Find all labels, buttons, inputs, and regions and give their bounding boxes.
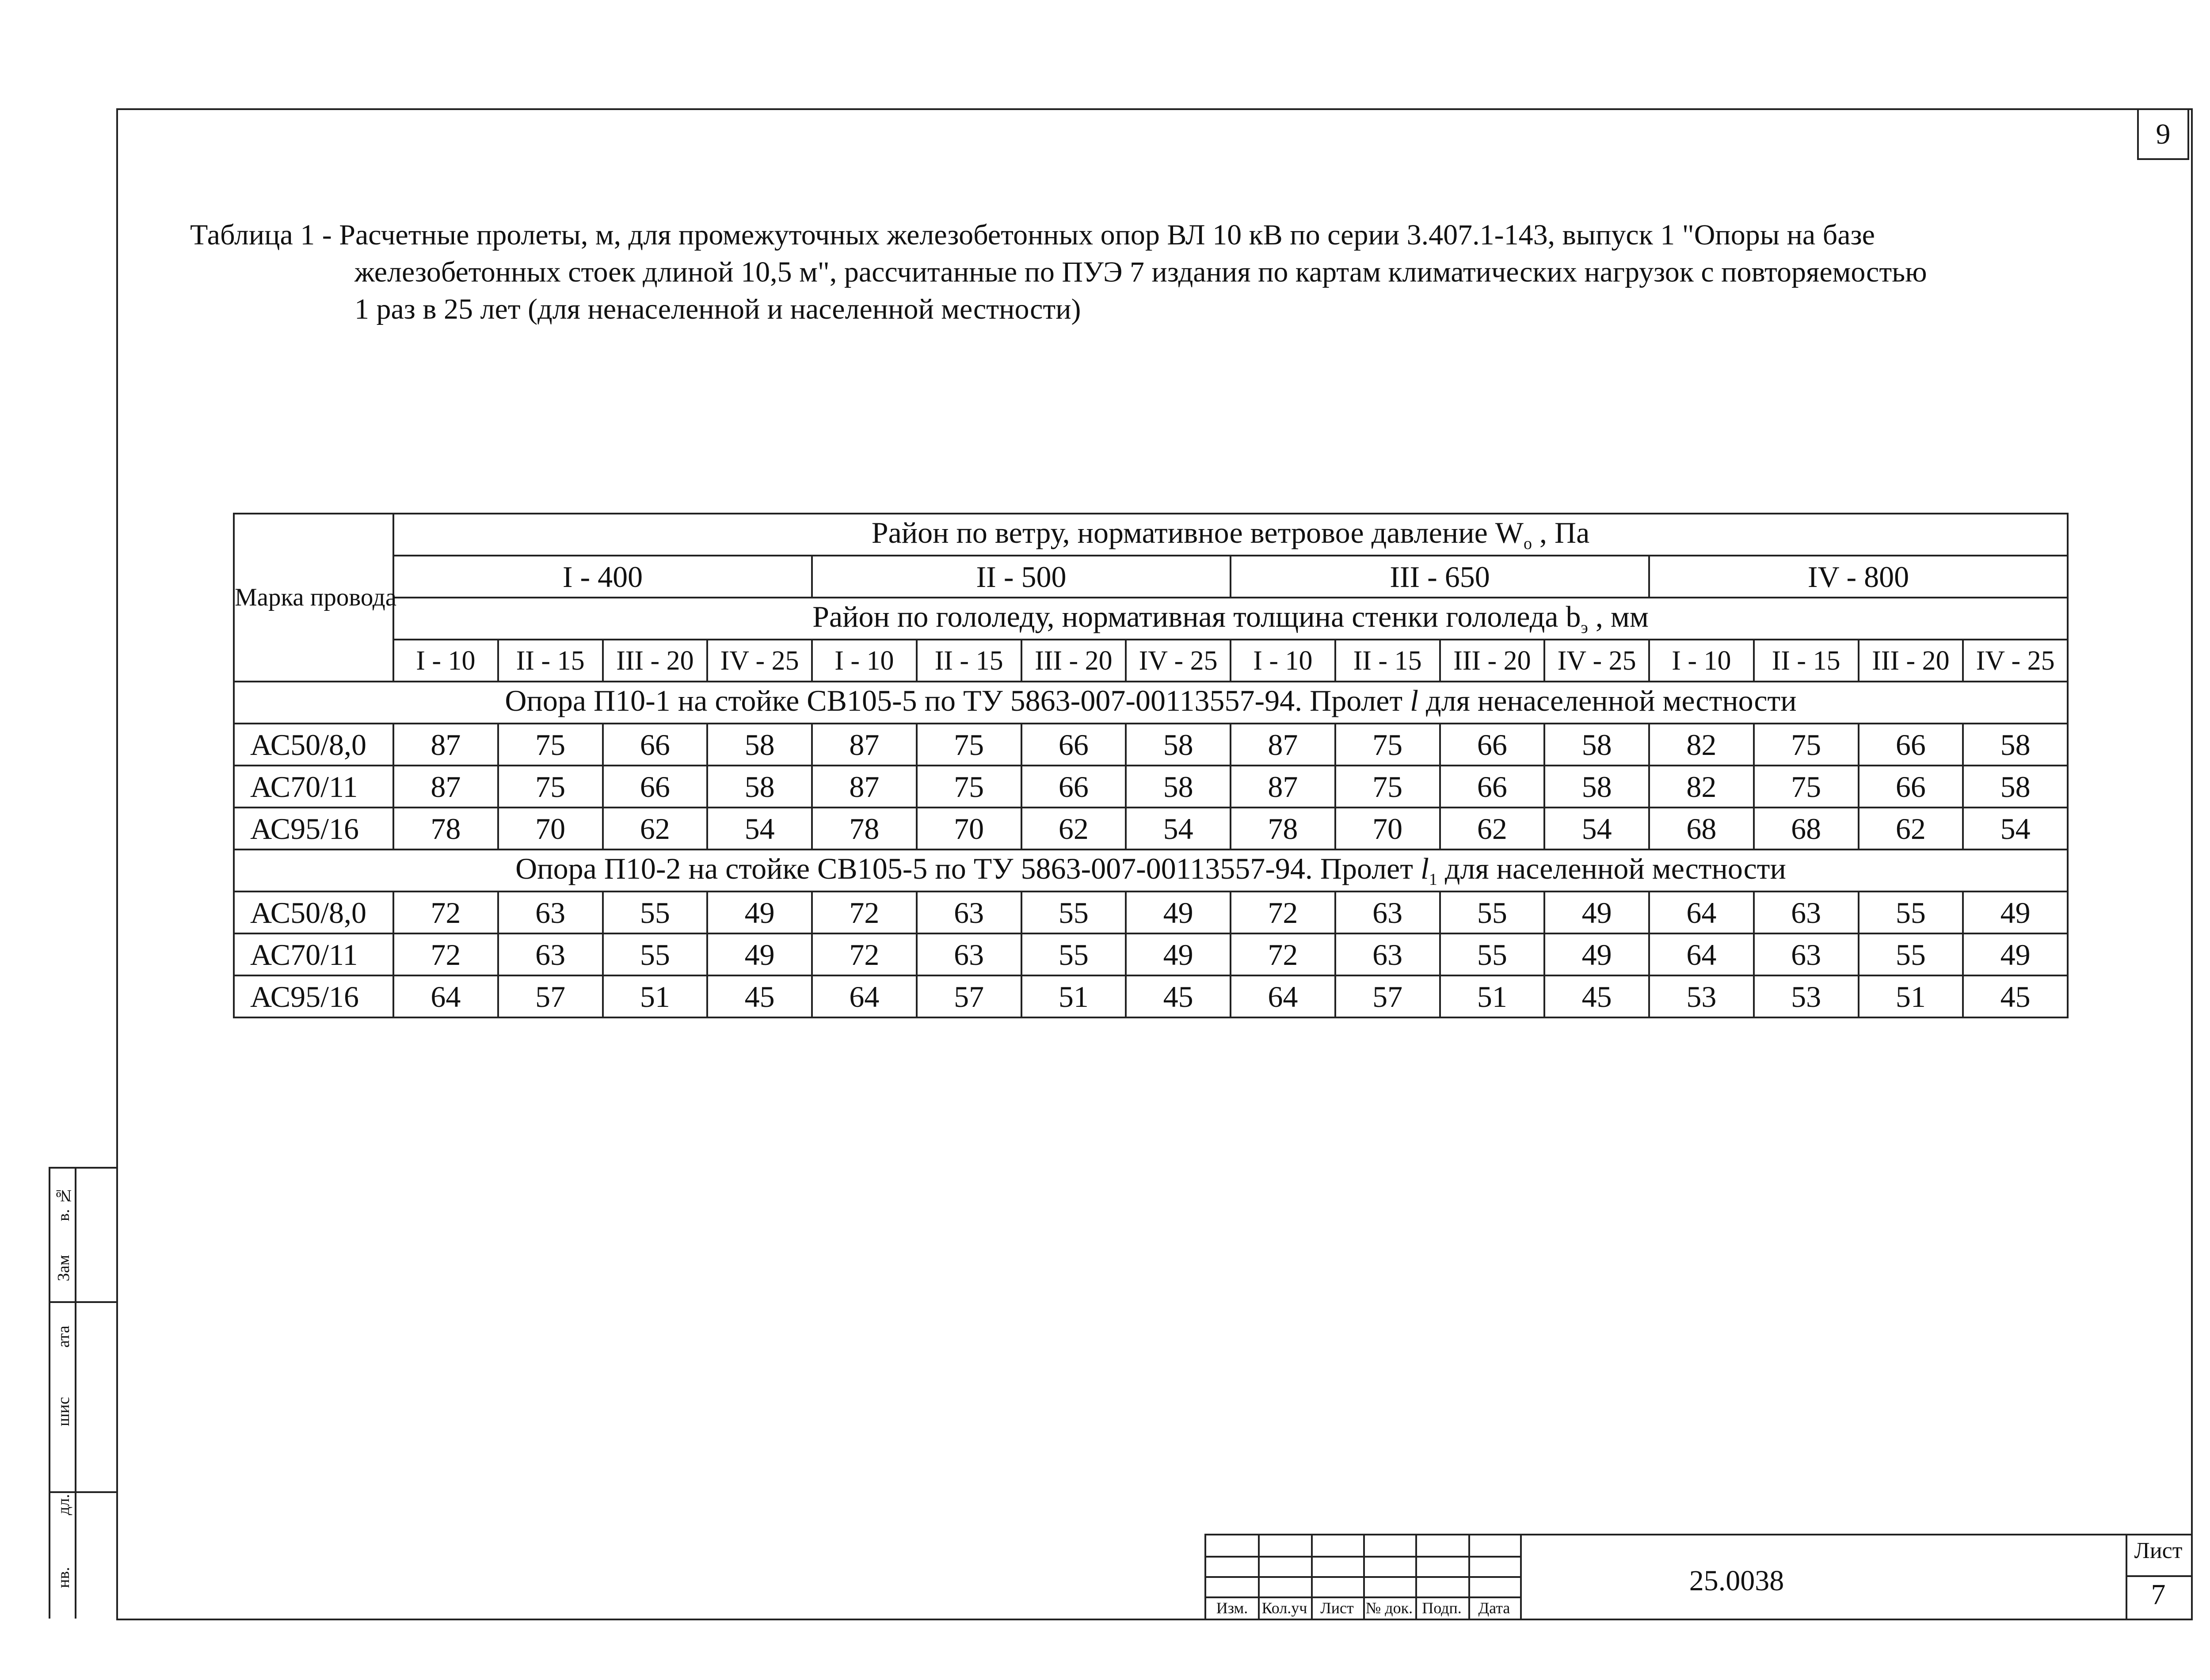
span-value: 51: [603, 975, 708, 1017]
span-value: 49: [1126, 891, 1231, 933]
span-value: 64: [393, 975, 498, 1017]
sheet-number: 7: [2151, 1578, 2166, 1611]
wire-mark: АС50/8,0: [234, 891, 393, 933]
span-value: 58: [1963, 724, 2068, 766]
span-value: 87: [812, 724, 917, 766]
section-title: [234, 850, 2068, 891]
table-row: [234, 724, 2068, 766]
span-value: 78: [1231, 808, 1335, 850]
span-variable: l: [1410, 683, 1419, 717]
span-value: 55: [1440, 933, 1545, 975]
binding-divider: [50, 1301, 118, 1303]
stamp-divider: [1206, 1556, 1520, 1558]
span-value: 63: [498, 891, 603, 933]
span-value: 58: [707, 766, 812, 808]
span-value: 49: [1126, 933, 1231, 975]
span-value: 87: [1231, 724, 1335, 766]
span-value: 53: [1754, 975, 1859, 1017]
ice-region: II - 15: [1754, 640, 1859, 682]
span-value: 63: [917, 933, 1021, 975]
span-value: 58: [1126, 724, 1231, 766]
span-value: 54: [707, 808, 812, 850]
ice-region: IV - 25: [707, 640, 812, 682]
stamp-header-doc: № док.: [1365, 1599, 1413, 1617]
span-value: 66: [1021, 766, 1126, 808]
table-row: [234, 933, 2068, 975]
wind-region: I - 400: [393, 556, 812, 598]
span-value: 75: [1335, 724, 1440, 766]
wind-header-sub: o: [1523, 534, 1532, 553]
stamp-header-date: Дата: [1478, 1599, 1510, 1617]
span-value: 66: [1859, 724, 1963, 766]
ice-region: II - 15: [498, 640, 603, 682]
header-row-ice-regions: [234, 640, 2068, 682]
span-value: 57: [1335, 975, 1440, 1017]
span-value: 62: [603, 808, 708, 850]
span-value: 78: [393, 808, 498, 850]
span-value: 87: [1231, 766, 1335, 808]
stamp-header-kol: Кол.уч: [1261, 1599, 1307, 1617]
ice-region: I - 10: [1231, 640, 1335, 682]
section-row: [234, 850, 2068, 891]
stamp-divider: [1520, 1535, 1522, 1619]
table-row: [234, 808, 2068, 850]
wind-region: III - 650: [1231, 556, 1649, 598]
ice-region: I - 10: [393, 640, 498, 682]
caption-line-2: железобетонных стоек длиной 10,5 м", рассчитанные по ПУЭ 7 издания по картам климатических нагрузок с повторяемостью: [354, 256, 1927, 288]
wire-mark: АС95/16: [234, 975, 393, 1017]
wind-header-suffix: , Па: [1532, 515, 1590, 549]
section-title-text: Опора П10-2 на стойке СВ105-5 по ТУ 5863-007-00113557-94. Пролет: [515, 851, 1421, 885]
span-value: 70: [498, 808, 603, 850]
ice-header: [393, 598, 2068, 640]
caption-line-1: Таблица 1 - Расчетные пролеты, м, для промежуточных железобетонных опор ВЛ 10 кВ по серии 3.407.1-143, выпуск 1 "Опоры на базе: [190, 219, 1875, 251]
span-value: 54: [1544, 808, 1649, 850]
span-value: 68: [1649, 808, 1754, 850]
binding-label: в. №: [54, 1186, 73, 1222]
ice-header-suffix: , мм: [1588, 599, 1649, 633]
span-value: 82: [1649, 724, 1754, 766]
ice-region: III - 20: [1021, 640, 1126, 682]
span-value: 66: [1859, 766, 1963, 808]
table-caption: [190, 217, 2055, 328]
binding-label: дл.: [54, 1494, 73, 1515]
span-value: 49: [1544, 933, 1649, 975]
span-value: 66: [1440, 766, 1545, 808]
wire-mark: АС70/11: [234, 766, 393, 808]
section-title-text: Опора П10-1 на стойке СВ105-5 по ТУ 5863-007-00113557-94. Пролет: [505, 683, 1410, 717]
span-value: 63: [1754, 891, 1859, 933]
ice-region: I - 10: [812, 640, 917, 682]
span-value: 45: [1963, 975, 2068, 1017]
span-value: 63: [1754, 933, 1859, 975]
ice-region: IV - 25: [1544, 640, 1649, 682]
span-variable-sub: 1: [1429, 870, 1437, 889]
wind-header: [393, 514, 2068, 556]
ice-header-sub: э: [1581, 618, 1588, 637]
span-value: 70: [1335, 808, 1440, 850]
span-value: 58: [1126, 766, 1231, 808]
ice-region: III - 20: [1440, 640, 1545, 682]
span-value: 49: [1544, 891, 1649, 933]
binding-strip: [49, 1167, 118, 1619]
header-row-wind-regions: [234, 556, 2068, 598]
binding-label: ата: [54, 1326, 73, 1348]
span-value: 51: [1021, 975, 1126, 1017]
span-value: 55: [1021, 891, 1126, 933]
ice-region: I - 10: [1649, 640, 1754, 682]
span-value: 57: [498, 975, 603, 1017]
ice-region: II - 15: [1335, 640, 1440, 682]
span-value: 75: [498, 724, 603, 766]
span-value: 55: [603, 891, 708, 933]
span-value: 87: [812, 766, 917, 808]
span-value: 82: [1649, 766, 1754, 808]
span-value: 72: [393, 933, 498, 975]
span-value: 75: [917, 766, 1021, 808]
stamp-header-sign: Подп.: [1422, 1599, 1462, 1617]
ice-region: II - 15: [917, 640, 1021, 682]
binding-label: шис: [54, 1397, 73, 1427]
ice-region: IV - 25: [1126, 640, 1231, 682]
section-row: [234, 682, 2068, 724]
span-value: 62: [1440, 808, 1545, 850]
span-value: 66: [1440, 724, 1545, 766]
span-value: 72: [812, 933, 917, 975]
ice-region: III - 20: [1859, 640, 1963, 682]
span-value: 70: [917, 808, 1021, 850]
span-value: 45: [1544, 975, 1649, 1017]
sheet-label: Лист: [2134, 1538, 2183, 1563]
span-value: 63: [917, 891, 1021, 933]
span-value: 58: [707, 724, 812, 766]
table-row: [234, 975, 2068, 1017]
span-value: 64: [812, 975, 917, 1017]
binding-label: Зам: [54, 1255, 73, 1281]
span-value: 66: [1021, 724, 1126, 766]
span-value: 78: [812, 808, 917, 850]
span-value: 72: [1231, 891, 1335, 933]
page-number-top: 9: [2137, 108, 2189, 160]
wire-mark: АС50/8,0: [234, 724, 393, 766]
caption-line-3: 1 раз в 25 лет (для ненаселенной и населенной местности): [354, 293, 1081, 325]
span-value: 58: [1544, 766, 1649, 808]
span-value: 49: [707, 933, 812, 975]
span-value: 64: [1649, 933, 1754, 975]
section-title-suffix: для населенной местности: [1437, 851, 1786, 885]
stamp-header-list: Лист: [1320, 1599, 1354, 1617]
wind-header-text: Район по ветру, нормативное ветровое давление W: [871, 515, 1524, 549]
span-value: 63: [1335, 891, 1440, 933]
span-value: 53: [1649, 975, 1754, 1017]
document-code: 25.0038: [1689, 1565, 1784, 1597]
mark-header: Марка провода: [234, 514, 393, 682]
span-value: 57: [917, 975, 1021, 1017]
ice-header-text: Район по гололеду, нормативная толщина стенки гололеда b: [812, 599, 1581, 633]
wire-mark: АС95/16: [234, 808, 393, 850]
span-value: 72: [1231, 933, 1335, 975]
wind-region: II - 500: [812, 556, 1231, 598]
span-value: 51: [1440, 975, 1545, 1017]
binding-label: нв.: [54, 1567, 73, 1588]
span-value: 75: [1754, 724, 1859, 766]
ice-region: IV - 25: [1963, 640, 2068, 682]
span-value: 64: [1649, 891, 1754, 933]
spans-table: [233, 513, 2069, 1018]
span-value: 64: [1231, 975, 1335, 1017]
span-value: 45: [1126, 975, 1231, 1017]
span-value: 49: [1963, 933, 2068, 975]
wind-region: IV - 800: [1649, 556, 2068, 598]
span-value: 51: [1859, 975, 1963, 1017]
span-value: 72: [393, 891, 498, 933]
stamp-divider: [2126, 1575, 2191, 1577]
span-value: 49: [1963, 891, 2068, 933]
span-value: 87: [393, 766, 498, 808]
span-value: 49: [707, 891, 812, 933]
wire-mark: АС70/11: [234, 933, 393, 975]
span-value: 55: [603, 933, 708, 975]
span-value: 54: [1963, 808, 2068, 850]
stamp-header-izm: Изм.: [1216, 1599, 1248, 1617]
span-value: 63: [498, 933, 603, 975]
span-value: 66: [603, 724, 708, 766]
title-block: [1204, 1534, 2191, 1619]
span-value: 55: [1440, 891, 1545, 933]
span-value: 58: [1963, 766, 2068, 808]
ice-region: III - 20: [603, 640, 708, 682]
span-value: 75: [1335, 766, 1440, 808]
span-value: 55: [1859, 891, 1963, 933]
table-row: [234, 766, 2068, 808]
span-value: 75: [498, 766, 603, 808]
span-value: 87: [393, 724, 498, 766]
table-row: [234, 891, 2068, 933]
span-variable: l: [1420, 851, 1429, 885]
span-value: 45: [707, 975, 812, 1017]
span-value: 63: [1335, 933, 1440, 975]
section-title: [234, 682, 2068, 724]
span-value: 55: [1021, 933, 1126, 975]
binding-divider: [75, 1169, 76, 1619]
span-value: 75: [917, 724, 1021, 766]
header-row-wind: [234, 514, 2068, 556]
span-value: 68: [1754, 808, 1859, 850]
span-value: 62: [1021, 808, 1126, 850]
span-value: 75: [1754, 766, 1859, 808]
span-value: 62: [1859, 808, 1963, 850]
span-value: 72: [812, 891, 917, 933]
stamp-divider: [1206, 1576, 1520, 1578]
span-value: 58: [1544, 724, 1649, 766]
header-row-ice: [234, 598, 2068, 640]
section-title-suffix: для ненаселенной местности: [1418, 683, 1797, 717]
span-value: 66: [603, 766, 708, 808]
span-value: 55: [1859, 933, 1963, 975]
span-value: 54: [1126, 808, 1231, 850]
